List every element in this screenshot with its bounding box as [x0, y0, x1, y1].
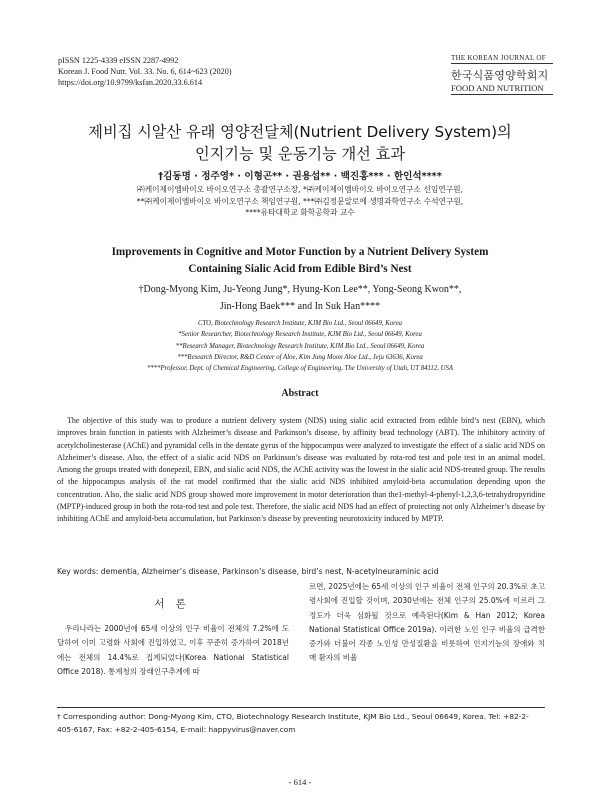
english-authors-line2: Jin-Hong Baek*** and In Suk Han**** — [219, 301, 381, 312]
journal-title-english: FOOD AND NUTRITION — [451, 83, 553, 95]
english-affiliation-line: ***Research Director, R&D Center of Aloe, Kim Jung Moon Aloe Ltd., Jeju 63636, Korea — [177, 353, 423, 361]
keywords: Key words: dementia, Alzheimer’s disease, Parkinson’s disease, bird’s nest, N-acetylneuraminic acid — [57, 567, 439, 576]
korean-title-line1: 제비집 시알산 유래 영양전달체(Nutrient Delivery System)의 — [88, 123, 512, 141]
english-affiliation-line: *Senior Researcher, Biotechnology Research Institute, KJM Bio Ltd., Seoul 06649, Korea — [178, 331, 422, 339]
corresponding-author-footnote: † Corresponding author: Dong-Myong Kim, CTO, Biotechnology Research Institute, KJM Bio Ltd., Seoul 06649, Korea. Tel: +82-2-405-6167, Fax: +82-2-405-6154, E-mail: happyvirus@naver.com — [57, 712, 529, 734]
publication-meta — [58, 55, 232, 88]
body-right-column: 르면, 2025년에는 65세 이상의 인구 비율이 전체 인구의 20.3%로 초고령사회에 진입할 것이며, 2030년에는 전체 인구의 25.0%에 이르러 그 정도가 더욱 심화될 것으로 예측된다(Kim & Han 2012; Korea National Statistical Office 2019a). 이러한 노인 인구 비율의 급격한 증가와 더불어 각종 노인성 만성질환을 비롯하여 인지기능의 장애와 치매 환자의 비율 — [309, 582, 545, 663]
english-affiliation-line: **Research Manager, Biotechnology Research Institute, KJM Bio Ltd., Seoul 06649, Korea — [175, 342, 425, 350]
korean-affiliation-line: **㈜케이제이엠바이오 바이오연구소 책임연구원, ***㈜김정문알로에 생명과학연구소 수석연구원, — [136, 196, 464, 206]
english-authors-line1: †Dong-Myong Kim, Ju-Yeong Jung*, Hyung-Kon Lee**, Yong-Seong Kwon**, — [138, 284, 462, 295]
doi-link[interactable]: https://doi.org/10.9799/ksfan.2020.33.6.614 — [58, 78, 203, 87]
abstract-heading: Abstract — [281, 388, 319, 399]
korean-affiliation-line: ****유타대학교 화학공학과 교수 — [245, 208, 355, 218]
journal-title-korean: 한국식품영양학회지 — [451, 69, 549, 82]
english-title-line2: Containing Sialic Acid from Edible Bird’s Nest — [188, 263, 412, 275]
citation: Korean J. Food Nutr. Vol. 33. No. 6, 614~623 (2020) — [58, 67, 232, 76]
issn: pISSN 1225-4339 eISSN 2287-4992 — [58, 56, 179, 65]
english-affiliations — [40, 318, 560, 374]
korean-authors: †김동명 · 정주영* · 이형곤** · 권용섭** · 백진홍*** · 한인석**** — [158, 171, 442, 182]
page-number: - 614 - — [288, 777, 312, 787]
korean-title-line2: 인지기능 및 운동기능 개선 효과 — [194, 145, 406, 163]
korean-affiliation-line: ㈜케이제이엠바이오 바이오연구소 총괄연구소장, *㈜케이제이엠바이오 바이오연구소 선임연구원, — [137, 185, 463, 194]
english-authors — [40, 281, 560, 315]
section-heading-introduction: 서 론 — [154, 598, 190, 610]
footnote-divider — [57, 707, 545, 708]
journal-logo — [451, 54, 553, 95]
journal-title-top: THE KOREAN JOURNAL OF — [451, 54, 553, 64]
abstract-text: The objective of this study was to produce a nutrient delivery system (NDS) using sialic acid extracted from edible bird’s nest (EBN), which improves brain function in patients with Alzheimer’s disease and Parkinson’s disease, by affinity bead technology (ABT). The inhibitory activity of acetylcholinesterase (AChE) and pyramidal cells in the dentate gyrus of the hippocampus were analyzed to investigate the effect of a sialic acid NDS on Alzheimer’s disease. Also, the effect of a sialic acid NDS on Parkinson’s disease was evaluated by rota-rod test and pole test in an animal model. Among the groups treated with donepezil, EBN, and sialic acid NDS, the AChE activity was the lowest in the sialic acid NDS-treated group. The results of the hippocampus analysis of the rat model confirmed that the sialic acid NDS inhibited amyloid-beta accumulation depending upon the concentration. Also, the sialic acid NDS group showed more improvement in motor deterioration than the1-methyl-4-phenyl-1,2,3,6-tetrahydropyridine (MPTP)-induced group in both the rota-rod test and pole test. Therefore, the sialic acid NDS had an effect of protecting not only Alzheimer’s disease by inhibiting AChE and amyloid-beta accumulation, but Parkinson’s disease by preventing neurotoxicity induced by MPTP. — [57, 416, 545, 524]
english-title-line1: Improvements in Cognitive and Motor Function by a Nutrient Delivery System — [111, 246, 489, 258]
korean-affiliations — [40, 184, 560, 219]
english-title — [40, 244, 560, 278]
english-affiliation-line: ****Professor, Dept. of Chemical Engineering, College of Engineering, The University of Utah, UT 84112, USA — [146, 365, 454, 373]
english-affiliation-line: CTO, Biotechnology Research Institute, KJM Bio Ltd., Seoul 06649, Korea — [197, 320, 402, 327]
body-left-column: 우리나라는 2000년에 65세 이상의 인구 비율이 전체의 7.2%에 도달하여 이미 고령화 사회에 진입하였고, 이후 꾸준히 증가하여 2018년에는 전체의 14.4%로 집계되었다(Korea National Statistical Office 2018). 통계청의 장래인구추계에 따 — [57, 624, 289, 676]
korean-title — [40, 121, 560, 165]
